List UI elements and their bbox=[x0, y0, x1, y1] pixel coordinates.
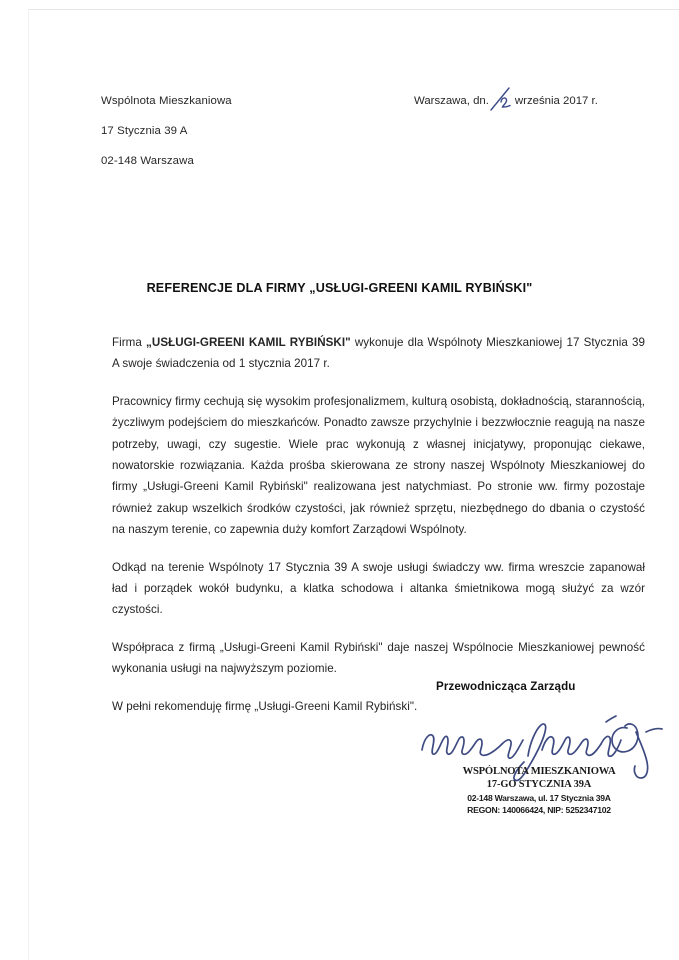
recipient-city: 02-148 Warszawa bbox=[101, 155, 194, 167]
handwritten-day-icon bbox=[489, 93, 515, 107]
stamp-line-identifiers: REGON: 140066424, NIP: 5252347102 bbox=[467, 805, 611, 815]
letter-header bbox=[0, 86, 679, 166]
recipient-address-block bbox=[101, 86, 401, 176]
paragraph-cooperation: Współpraca z firmą „Usługi-Greeni Kamil Rybiński" daje naszej Wspólnocie Mieszkaniowej pewność wykonania usługi na najwyższym poziomie. bbox=[112, 640, 645, 676]
recipient-street: 17 Stycznia 39 A bbox=[101, 125, 188, 137]
date-prefix: Warszawa, dn. bbox=[414, 95, 489, 107]
stamp-line-name: WSPÓLNOTA MIESZKANIOWA bbox=[462, 766, 616, 777]
paragraph-quality: Pracownicy firmy cechują się wysokim profesjonalizmem, kulturą osobistą, dokładnością, starannością, życzliwym podejściem do mieszkańców. Ponadto zawsze przychylnie i bezzwłocznie reagują na nasze potrzeby, uwagi, czy sugestie. Wiele prac wykonują z własnej inicjatywy, proponując ciekawe, nowatorskie rozwiązania. Każda prośba skierowana ze strony naszej Wspólnoty Mieszkaniowej do firmy „Usługi-Greeni Kamil Rybiński" realizowana jest natychmiast. Po stronie ww. firmy pozostaje również zakup wszelkich środków czystości, jak również sprzętu, niezbędnego do dbania o czystość na naszym terenie, co zapewnia duży komfort Zarządowi Wspólnoty. bbox=[112, 394, 645, 537]
signature-role-title: Przewodnicząca Zarządu bbox=[436, 680, 576, 693]
letter-body bbox=[112, 332, 645, 717]
company-stamp bbox=[414, 766, 664, 816]
scan-edge-top bbox=[28, 9, 679, 10]
recipient-name: Wspólnota Mieszkaniowa bbox=[101, 95, 232, 107]
date-line bbox=[414, 86, 674, 116]
paragraph-order: Odkąd na terenie Wspólnoty 17 Stycznia 39 A swoje usługi świadczy ww. firma wreszcie zapanował ład i porządek wokół budynku, a klatka schodowa i altanka śmietnikowa mogą służyć za wzór czystości. bbox=[112, 560, 645, 617]
stamp-line-street-title: 17-GO STYCZNIA 39A bbox=[486, 779, 592, 790]
stamp-line-address: 02-148 Warszawa, ul. 17 Stycznia 39A bbox=[467, 793, 611, 803]
paragraph-intro: Firma „USŁUGI-GREENI KAMIL RYBIŃSKI" wykonuje dla Wspólnoty Mieszkaniowej 17 Stycznia 39 A swoje świadczenia od 1 stycznia 2017 r. bbox=[112, 336, 645, 371]
paragraph-recommendation: W pełni rekomenduję firmę „Usługi-Greeni Kamil Rybiński". bbox=[112, 699, 418, 713]
page-title: REFERENCJE DLA FIRMY „USŁUGI-GREENI KAMIL RYBIŃSKI" bbox=[146, 281, 533, 295]
date-suffix: września 2017 r. bbox=[514, 95, 598, 107]
